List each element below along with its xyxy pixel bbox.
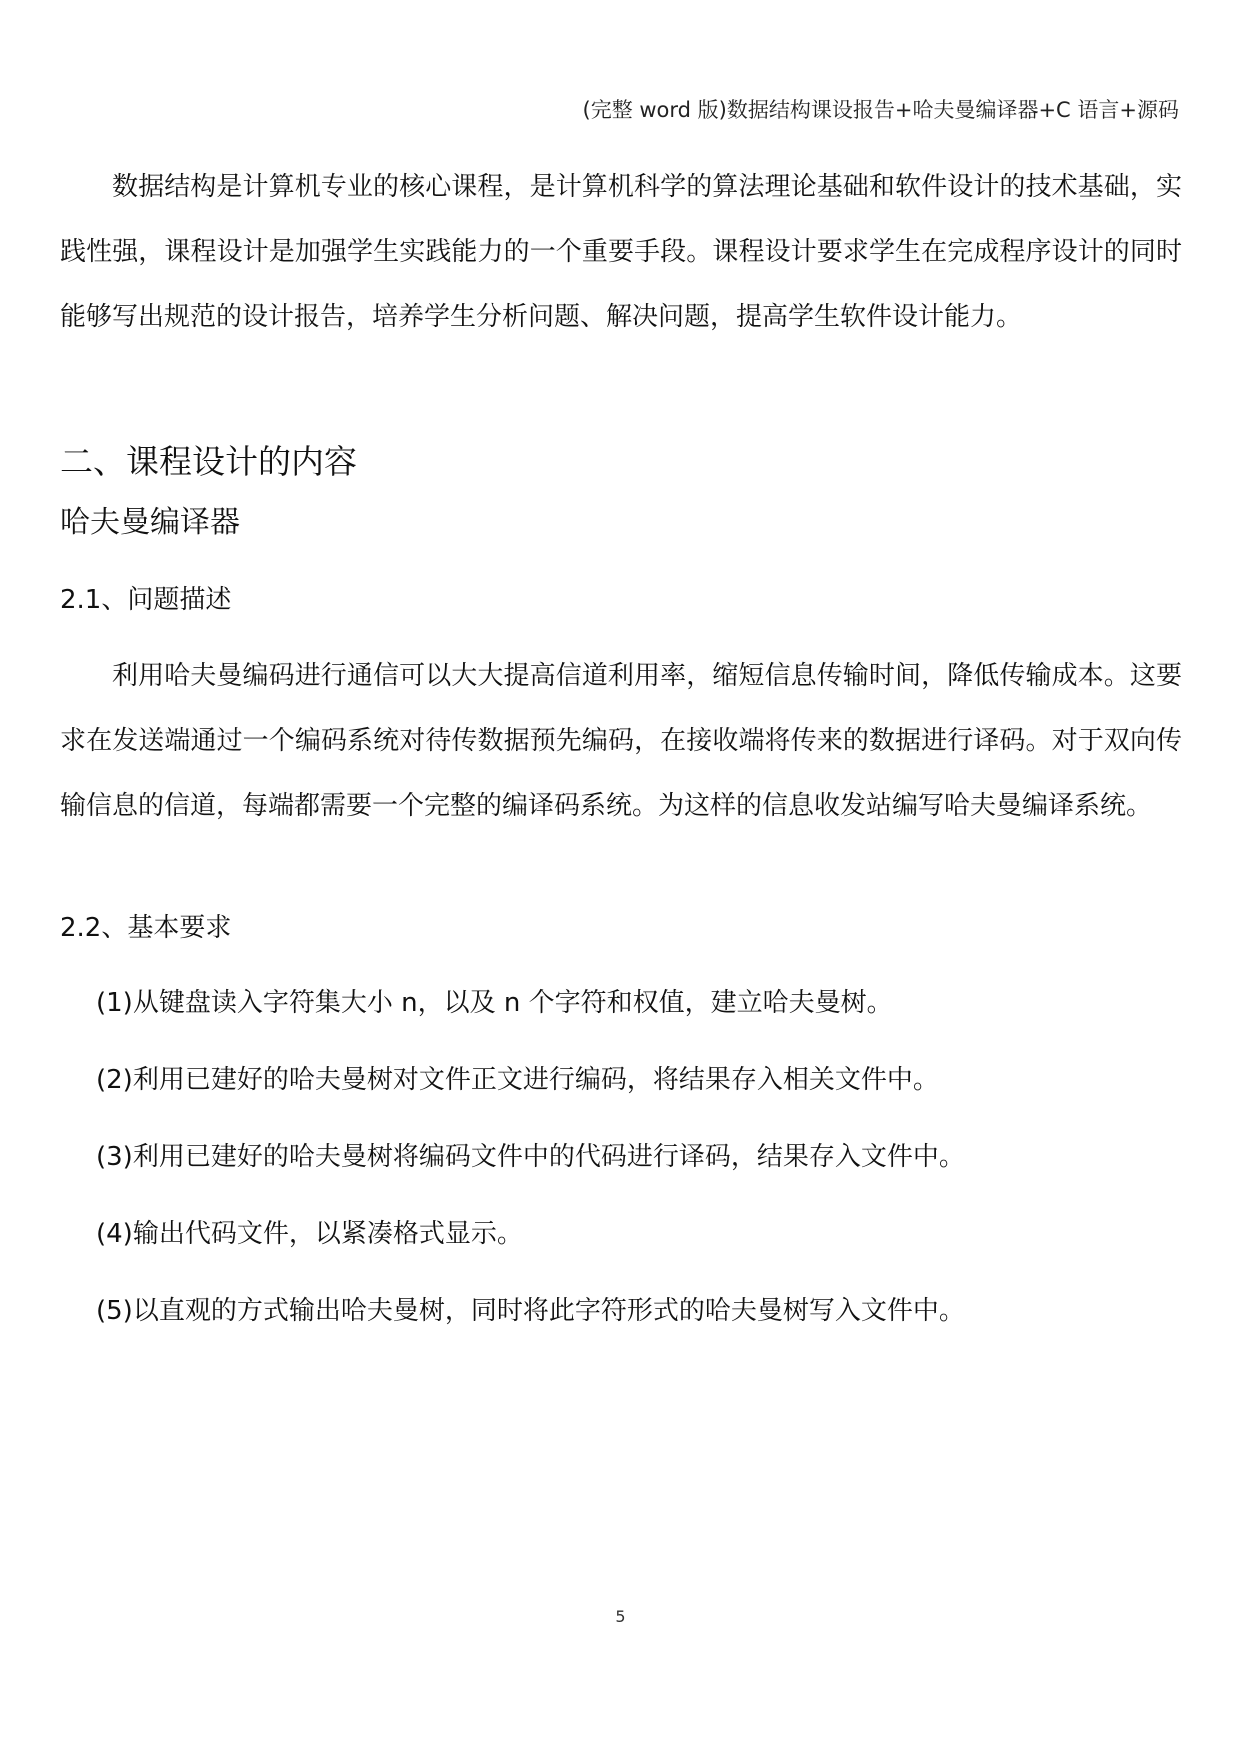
requirement-item: (5)以直观的方式输出哈夫曼树，同时将此字符形式的哈夫曼树写入文件中。 [96,1296,965,1326]
page-number: 5 [615,1607,626,1626]
intro-paragraph: 数据结构是计算机专业的核心课程，是计算机科学的算法理论基础和软件设计的技术基础，实践性强，课程设计是加强学生实践能力的一个重要手段。课程设计要求学生在完成程序设计的同时能够写出规范的设计报告，培养学生分析问题、解决问题，提高学生软件设计能力。 [60,172,1182,332]
requirement-item: (1)从键盘读入字符集大小 n，以及 n 个字符和权值，建立哈夫曼树。 [96,988,893,1018]
problem-heading: 2.1、问题描述 [60,585,232,615]
requirement-item: (2)利用已建好的哈夫曼树对文件正文进行编码，将结果存入相关文件中。 [96,1065,939,1095]
running-header: (完整 word 版)数据结构课设报告+哈夫曼编译器+C 语言+源码 [582,98,1179,122]
problem-paragraph: 利用哈夫曼编码进行通信可以大大提高信道利用率，缩短信息传输时间，降低传输成本。这要求在发送端通过一个编码系统对待传数据预先编码，在接收端将传来的数据进行译码。对于双向传输信息的信道，每端都需要一个完整的编译码系统。为这样的信息收发站编写哈夫曼编译系统。 [60,661,1182,821]
requirement-item: (4)输出代码文件，以紧凑格式显示。 [96,1219,523,1249]
section-subtitle: 哈夫曼编译器 [60,505,240,540]
requirements-heading: 2.2、基本要求 [60,913,232,943]
requirement-item: (3)利用已建好的哈夫曼树将编码文件中的代码进行译码，结果存入文件中。 [96,1142,965,1172]
section-heading: 二、课程设计的内容 [60,442,357,481]
